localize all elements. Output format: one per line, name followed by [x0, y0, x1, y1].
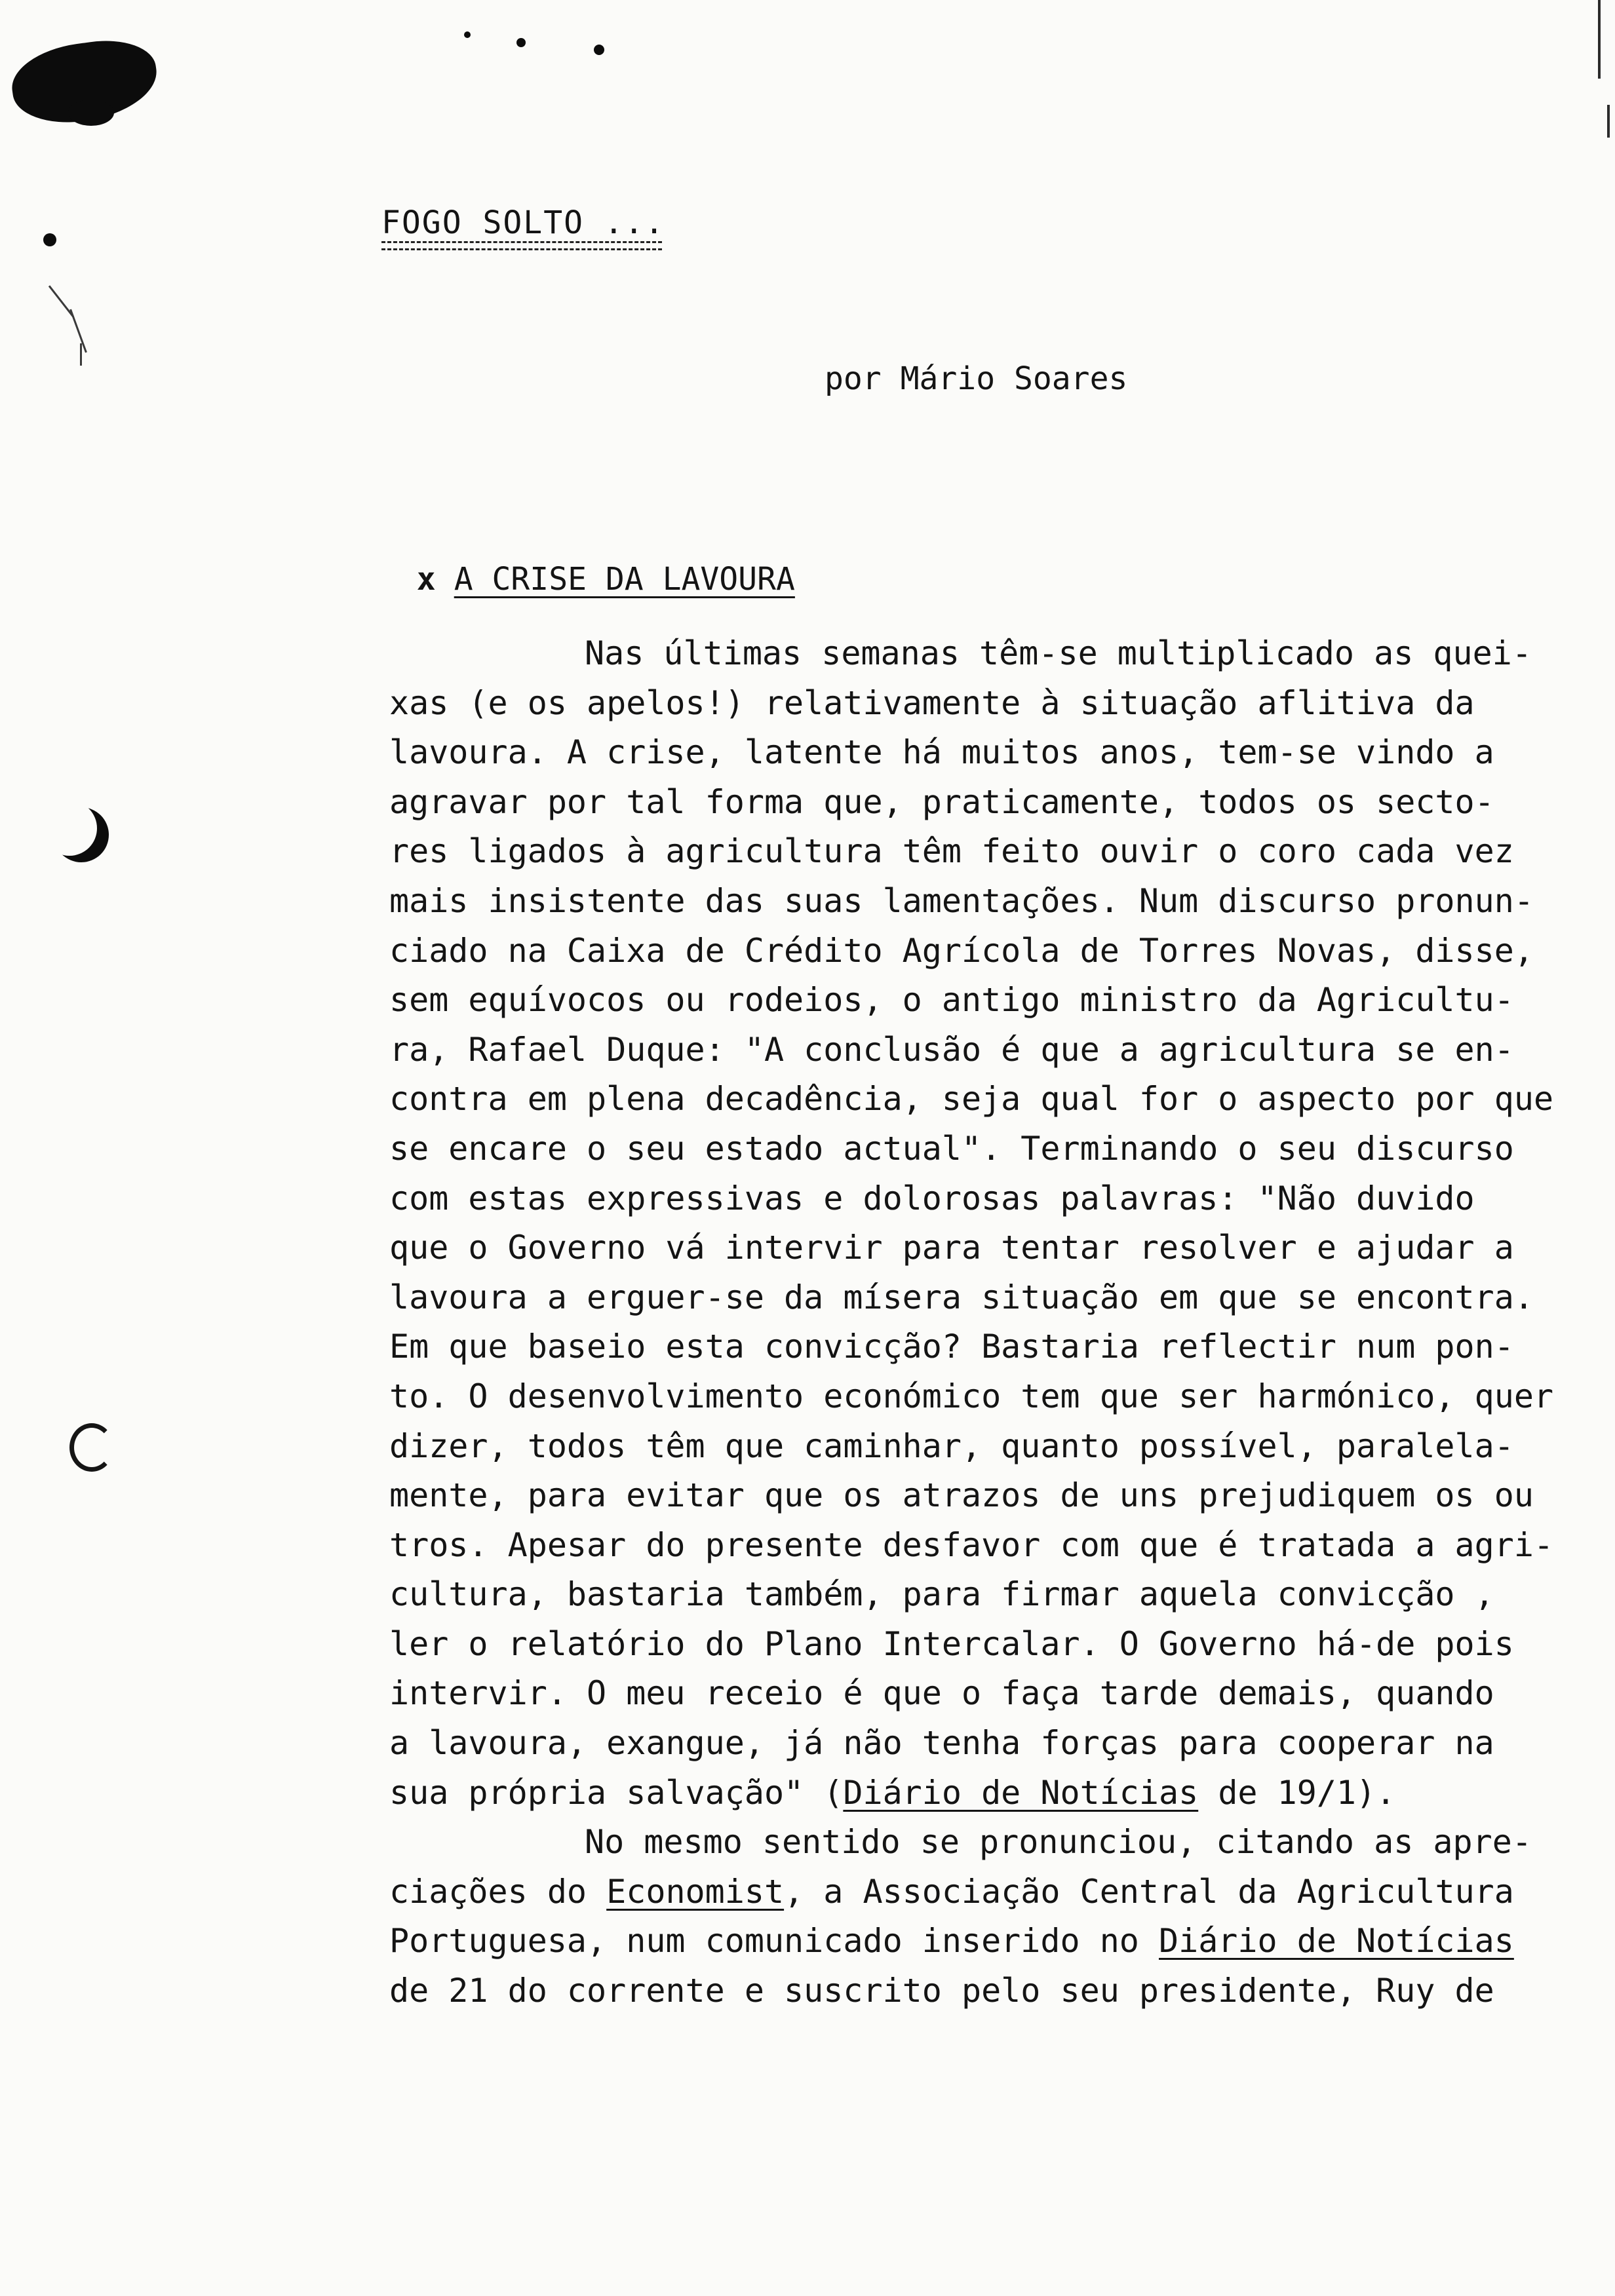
text-line: se encare o seu estado actual". Terminando o seu discurso: [389, 1129, 1514, 1168]
ink-dot: [516, 38, 526, 47]
ink-blot: [68, 100, 114, 126]
page-edge-mark: [1607, 105, 1610, 138]
text-line: que o Governo vá intervir para tentar resolver e ajudar a: [389, 1229, 1514, 1267]
text-fragment: ciações do: [389, 1872, 607, 1911]
text-line: ciado na Caixa de Crédito Agrícola de Torres Novas, disse,: [389, 931, 1534, 970]
text-line: Nas últimas semanas têm-se multiplicado as quei-: [585, 634, 1532, 672]
text-line: lavoura. A crise, latente há muitos anos, tem-se vindo a: [389, 733, 1494, 772]
text-line: [389, 1917, 1595, 1966]
text-line: cultura, bastaria também, para firmar aquela convicção ,: [389, 1575, 1494, 1614]
text-line: to. O desenvolvimento económico tem que ser harmónico, quer: [389, 1377, 1554, 1415]
text-line: lavoura a erguer-se da mísera situação em que se encontra.: [389, 1278, 1534, 1316]
text-line: sem equívocos ou rodeios, o antigo ministro da Agricultu-: [389, 981, 1514, 1020]
text-fragment: , a Associação Central da Agricultura: [784, 1872, 1514, 1911]
byline: por Mário Soares: [825, 360, 1128, 397]
text-line: ra, Rafael Duque: "A conclusão é que a agricultura se en-: [389, 1030, 1514, 1069]
section-marker: x: [416, 561, 436, 598]
text-line: tros. Apesar do presente desfavor com que é tratada a agri-: [389, 1525, 1554, 1564]
section-heading: [379, 524, 795, 598]
text-line: Em que baseio esta convicção? Bastaria reflectir num pon-: [389, 1328, 1514, 1366]
text-line: dizer, todos têm que caminhar, quanto possível, paralela-: [389, 1426, 1514, 1465]
text-line: contra em plena decadência, seja qual for o aspecto por que: [389, 1080, 1554, 1119]
text-fragment: Portuguesa, num comunicado inserido no: [389, 1922, 1159, 1961]
ink-dot: [43, 233, 56, 246]
title-double-rule: [381, 241, 662, 250]
text-line: [389, 1867, 1595, 1917]
scratch-mark: [80, 343, 82, 366]
page-edge-mark: [1598, 0, 1601, 79]
text-fragment: de 19/1).: [1198, 1773, 1396, 1812]
text-line: xas (e os apelos!) relativamente à situação aflitiva da: [389, 683, 1475, 722]
text-fragment: sua própria salvação" (: [389, 1773, 844, 1812]
text-line: mente, para evitar que os atrazos de uns prejudiquem os ou: [389, 1476, 1534, 1515]
ink-dot: [464, 31, 471, 38]
column-title: FOGO SOLTO ...: [381, 204, 665, 241]
section-title: A CRISE DA LAVOURA: [454, 561, 795, 598]
body-text: [389, 629, 1595, 2016]
text-line: a lavoura, exangue, já não tenha forças para cooperar na: [389, 1724, 1494, 1763]
publication-name: Economist: [606, 1872, 785, 1911]
text-line: mais insistente das suas lamentações. Num discurso pronun-: [389, 881, 1534, 920]
hole-punch-mark: [69, 1423, 114, 1472]
scratch-mark: [69, 309, 87, 353]
text-line: ler o relatório do Plano Intercalar. O Governo há-de pois: [389, 1624, 1514, 1663]
text-line: com estas expressivas e dolorosas palavras: "Não duvido: [389, 1179, 1475, 1217]
text-line: [389, 1769, 1595, 1818]
text-line: No mesmo sentido se pronunciou, citando as apre-: [585, 1823, 1532, 1862]
text-line: agravar por tal forma que, praticamente, todos os secto-: [389, 782, 1494, 821]
ink-dot: [594, 45, 604, 55]
text-line: intervir. O meu receio é que o faça tarde demais, quando: [389, 1674, 1494, 1713]
publication-name: Diário de Notícias: [1159, 1922, 1514, 1961]
text-line: de 21 do corrente e suscrito pelo seu presidente, Ruy de: [389, 1972, 1494, 2010]
ink-crescent: [42, 801, 97, 856]
text-line: res ligados à agricultura têm feito ouvir o coro cada vez: [389, 832, 1514, 871]
publication-name: Diário de Notícias: [843, 1773, 1199, 1812]
